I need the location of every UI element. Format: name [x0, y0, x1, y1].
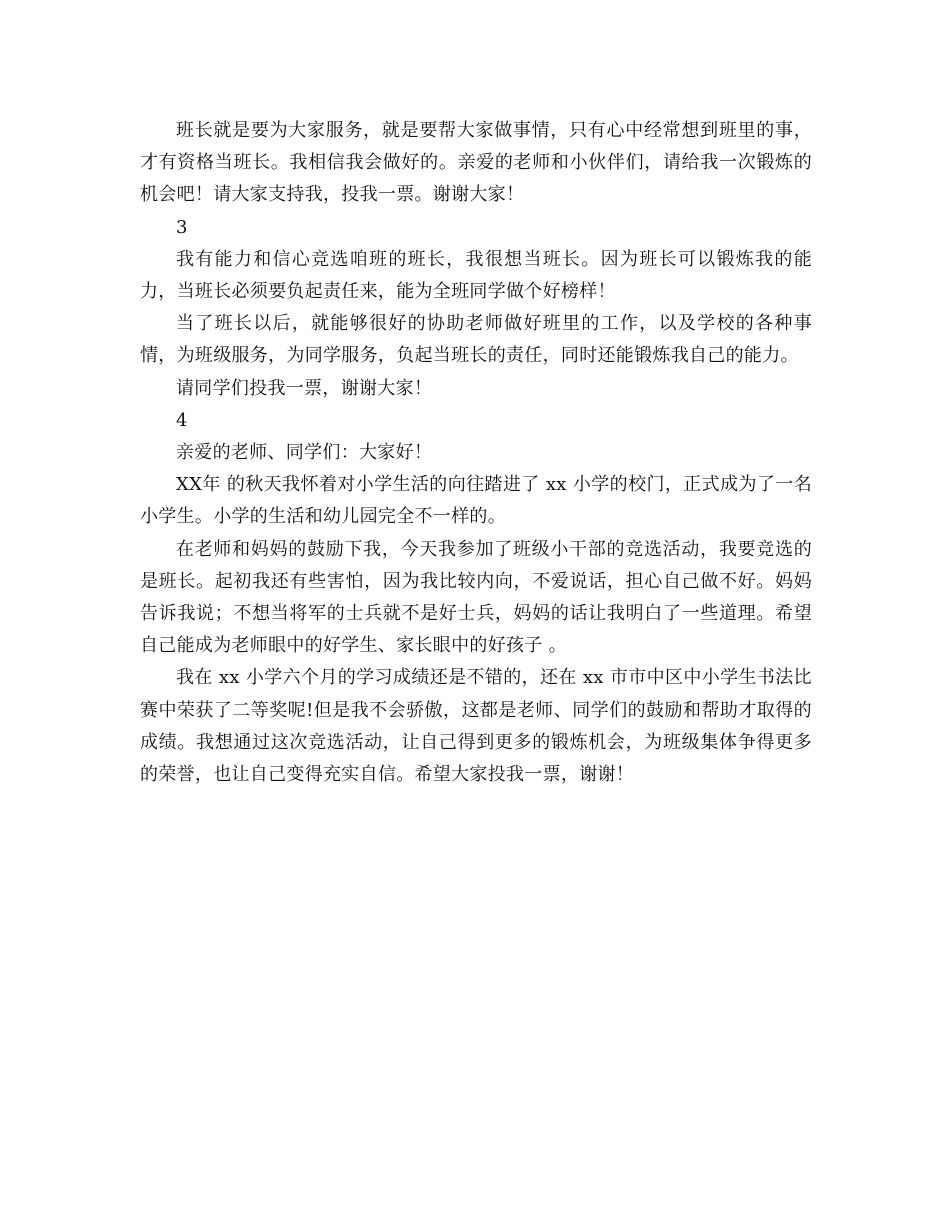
paragraph-7: 在老师和妈妈的鼓励下我，今天我参加了班级小干部的竞选活动，我要竞选的是班长。起初我还有些害怕，因为我比较内向，不爱说话，担心自己做不好。妈妈告诉我说；不想当将军的士兵就不是好士兵，妈妈的话让我明白了一些道理。希望自己能成为老师眼中的好学生、家长眼中的好孩子 。	[140, 538, 812, 657]
section-number-3: 3	[176, 216, 188, 238]
paragraph-3: 当了班长以后，就能够很好的协助老师做好班里的工作，以及学校的各种事情，为班级服务，为同学服务，负起当班长的责任，同时还能锻炼我自己的能力。	[140, 313, 812, 367]
paragraph-5: 亲爱的老师、同学们：大家好！	[176, 442, 433, 464]
paragraph-6: XX年 的秋天我怀着对小学生活的向往踏进了 xx 小学的校门，正式成为了一名小学生。小学的生活和幼儿园完全不一样的。	[140, 474, 812, 528]
document-body	[140, 115, 812, 791]
paragraph-4: 请同学们投我一票，谢谢大家！	[176, 377, 433, 399]
paragraph-8: 我在 xx 小学六个月的学习成绩还是不错的，还在 xx 市市中区中小学生书法比赛中荣获了二等奖呢!但是我不会骄傲，这都是老师、同学们的鼓励和帮助才取得的成绩。我想通过这次竞选活动，让自己得到更多的锻炼机会，为班级集体争得更多的荣誉，也让自己变得充实自信。希望大家投我一票，谢谢！	[140, 667, 812, 786]
paragraph-1: 班长就是要为大家服务，就是要帮大家做事情，只有心中经常想到班里的事，才有资格当班长。我相信我会做好的。亲爱的老师和小伙伴们，请给我一次锻炼的机会吧！请大家支持我，投我一票。谢谢大家！	[140, 120, 812, 206]
paragraph-2: 我有能力和信心竞选咱班的班长，我很想当班长。因为班长可以锻炼我的能力，当班长必须要负起责任来，能为全班同学做个好榜样！	[140, 248, 812, 303]
section-number-4: 4	[176, 409, 188, 431]
